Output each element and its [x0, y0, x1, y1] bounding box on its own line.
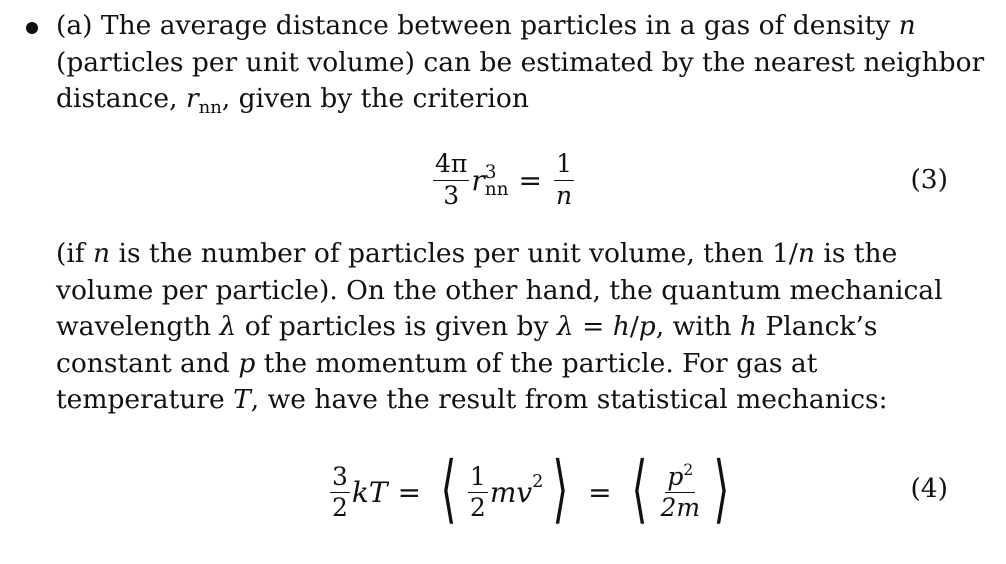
- text: wavelength: [56, 311, 220, 342]
- var-h: h: [739, 311, 757, 342]
- fraction-p2-over-2m: [658, 461, 702, 522]
- text: of particles is given by: [236, 311, 557, 342]
- numerator: 4π: [433, 151, 469, 180]
- para2-line4: [56, 346, 976, 383]
- equals-sign: =: [518, 163, 542, 197]
- denominator: 2: [332, 493, 348, 522]
- text: temperature: [56, 384, 234, 415]
- r-scripts: [484, 162, 509, 200]
- text: , we have the result from statistical mechanics:: [250, 384, 888, 415]
- text: , with: [655, 311, 740, 342]
- denominator: n: [556, 180, 573, 210]
- text: constant and: [56, 347, 239, 379]
- paragraph-2: [56, 236, 976, 419]
- bullet-point: [26, 22, 38, 34]
- superscript-2: 2: [532, 471, 544, 492]
- var-p: p: [638, 311, 656, 342]
- subscript-nn: nn: [484, 179, 509, 200]
- var-n: n: [898, 10, 916, 41]
- text: , given by the criterion: [221, 83, 529, 114]
- left-angle-bracket: ⟨: [631, 445, 647, 532]
- equation-4-body: [328, 445, 739, 540]
- text: is the: [814, 238, 898, 269]
- fraction-1-over-n: [554, 151, 574, 209]
- superscript-2: 2: [683, 461, 694, 480]
- var-lambda: λ: [556, 311, 574, 342]
- var-p: p: [238, 347, 256, 379]
- var-lambda: λ: [219, 311, 237, 342]
- equation-number-4: (4): [910, 473, 948, 504]
- var-T: T: [233, 384, 251, 415]
- para2-line2: volume per particle). On the other hand, the quantum mechanical: [56, 274, 943, 306]
- fraction-1-over-2: [468, 461, 488, 522]
- numerator: 1: [554, 151, 574, 180]
- numerator: 1: [468, 464, 488, 493]
- text: (a) The average distance between particles in a gas of density: [56, 10, 899, 41]
- para1-line1: [56, 8, 976, 45]
- equation-3: [0, 140, 1006, 220]
- denominator: 2: [469, 493, 486, 522]
- equation-3-body: [431, 140, 576, 220]
- right-angle-bracket: ⟩: [552, 445, 569, 532]
- paragraph-1: [56, 8, 985, 121]
- superscript-3: 3: [484, 162, 497, 184]
- text: the momentum of the particle. For gas at: [255, 347, 818, 379]
- var-p: p: [667, 461, 684, 491]
- var-h: h: [612, 311, 630, 342]
- text: =: [573, 311, 613, 342]
- var-n: n: [93, 238, 111, 269]
- term-mv: mv: [489, 476, 533, 509]
- para2-line1: [56, 236, 976, 273]
- text: is the number of particles per unit volume, then 1/: [110, 238, 798, 269]
- text: /: [629, 311, 639, 342]
- equals-sign: =: [397, 476, 422, 509]
- var-n: n: [797, 238, 815, 269]
- equation-4: [0, 445, 1006, 540]
- para2-line5: [56, 382, 976, 419]
- para1-line3: [56, 81, 976, 121]
- right-angle-bracket: ⟩: [713, 445, 730, 532]
- fraction-4pi-over-3: [433, 151, 469, 209]
- text: distance,: [56, 83, 186, 114]
- numerator: [665, 461, 695, 493]
- para2-line3: [56, 309, 976, 346]
- text: Planck’s: [756, 311, 878, 342]
- fraction-3-over-2: [330, 461, 350, 522]
- numerator: 3: [330, 464, 350, 493]
- equation-number-3: (3): [910, 164, 948, 195]
- denominator: 3: [443, 180, 460, 210]
- denominator: 2m: [660, 493, 701, 522]
- para1-line2: (particles per unit volume) can be estimated by the nearest neighbor: [56, 46, 985, 78]
- subscript-nn: nn: [198, 96, 222, 118]
- left-angle-bracket: ⟨: [440, 445, 457, 532]
- var-r: r: [471, 163, 485, 197]
- term-kT: kT: [351, 476, 388, 509]
- text: (if: [56, 238, 94, 269]
- equals-sign: =: [588, 476, 612, 509]
- var-r: r: [185, 83, 199, 114]
